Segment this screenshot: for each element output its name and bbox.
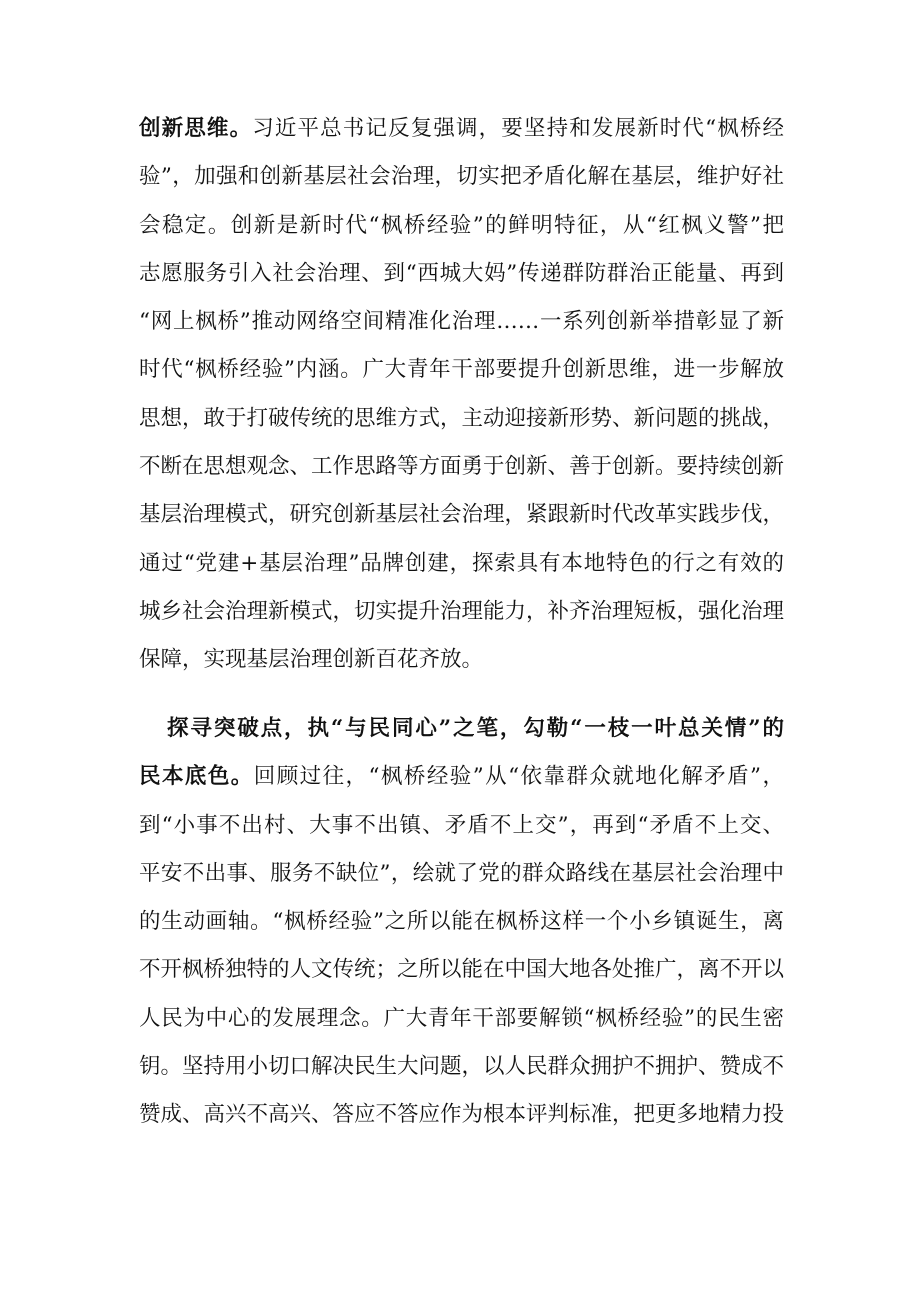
text-line [139, 850, 784, 898]
line-text: 赞成、高兴不高兴、答应不答应作为根本评判标准，把更多地精力投 [139, 1102, 784, 1128]
line-text: 基层治理模式，研究创新基层社会治理，紧跟新时代改革实践步伐， [139, 502, 784, 528]
line-text: 保障，实现基层治理创新百花齐放。 [139, 647, 484, 673]
line-text: 志愿服务引入社会治理、到“西城大妈”传递群防群治正能量、再到 [139, 260, 784, 286]
text-line [139, 636, 784, 684]
text-line [139, 298, 784, 346]
text-line [139, 395, 784, 443]
text-line [139, 491, 784, 539]
bold-heading: 探寻突破点，执“与民同心”之笔，勾勒“一枝一叶总关情”的 [167, 716, 784, 741]
text-line [139, 1043, 784, 1091]
text-line [139, 346, 784, 394]
text-line [139, 202, 784, 250]
text-line [139, 540, 784, 588]
line-text: 回顾过往，“枫桥经验”从“依靠群众就地化解矛盾”， [253, 764, 784, 790]
line-text: 平安不出事、服务不缺位”，绘就了党的群众路线在基层社会治理中 [139, 860, 784, 886]
text-line [139, 1091, 784, 1139]
line-text: 钥。坚持用小切口解决民生大问题，以人民群众拥护不拥护、赞成不 [139, 1054, 784, 1080]
text-line [139, 105, 784, 153]
paragraph-innovation-thinking [139, 105, 784, 685]
line-text: 通过“党建+基层治理”品牌创建，探索具有本地特色的行之有效的 [139, 550, 784, 576]
text-line [139, 802, 784, 850]
line-text: 不开枫桥独特的人文传统；之所以能在中国大地各处推广，离不开以 [139, 957, 784, 983]
text-line [139, 898, 784, 946]
text-line [139, 995, 784, 1043]
paragraph-people-oriented [139, 705, 784, 1140]
line-text: 时代“枫桥经验”内涵。广大青年干部要提升创新思维，进一步解放 [139, 357, 784, 383]
line-text: 不断在思想观念、工作思路等方面勇于创新、善于创新。要持续创新 [139, 454, 784, 480]
bold-heading: 创新思维。 [139, 116, 253, 141]
line-text: 到“小事不出村、大事不出镇、矛盾不上交”，再到“矛盾不上交、 [139, 812, 784, 838]
line-text: 人民为中心的发展理念。广大青年干部要解锁“枫桥经验”的民生密 [139, 1005, 784, 1031]
text-line [139, 153, 784, 201]
line-text: 城乡社会治理新模式，切实提升治理能力，补齐治理短板，强化治理 [139, 598, 784, 624]
text-line [139, 250, 784, 298]
line-text: 会稳定。创新是新时代“枫桥经验”的鲜明特征，从“红枫义警”把 [139, 212, 784, 238]
text-line [139, 588, 784, 636]
text-line [139, 946, 784, 994]
line-text: 验”，加强和创新基层社会治理，切实把矛盾化解在基层，维护好社 [139, 164, 784, 190]
text-line [139, 753, 784, 801]
bold-heading: 民本底色。 [139, 764, 254, 790]
line-text: “网上枫桥”推动网络空间精准化治理……一系列创新举措彰显了新 [139, 309, 784, 335]
text-line [139, 705, 784, 753]
text-line [139, 443, 784, 491]
line-text: 习近平总书记反复强调，要坚持和发展新时代“枫桥经 [252, 116, 784, 141]
line-text: 的生动画轴。“枫桥经验”之所以能在枫桥这样一个小乡镇诞生，离 [139, 909, 784, 935]
line-text: 思想，敢于打破传统的思维方式，主动迎接新形势、新问题的挑战， [139, 405, 784, 431]
